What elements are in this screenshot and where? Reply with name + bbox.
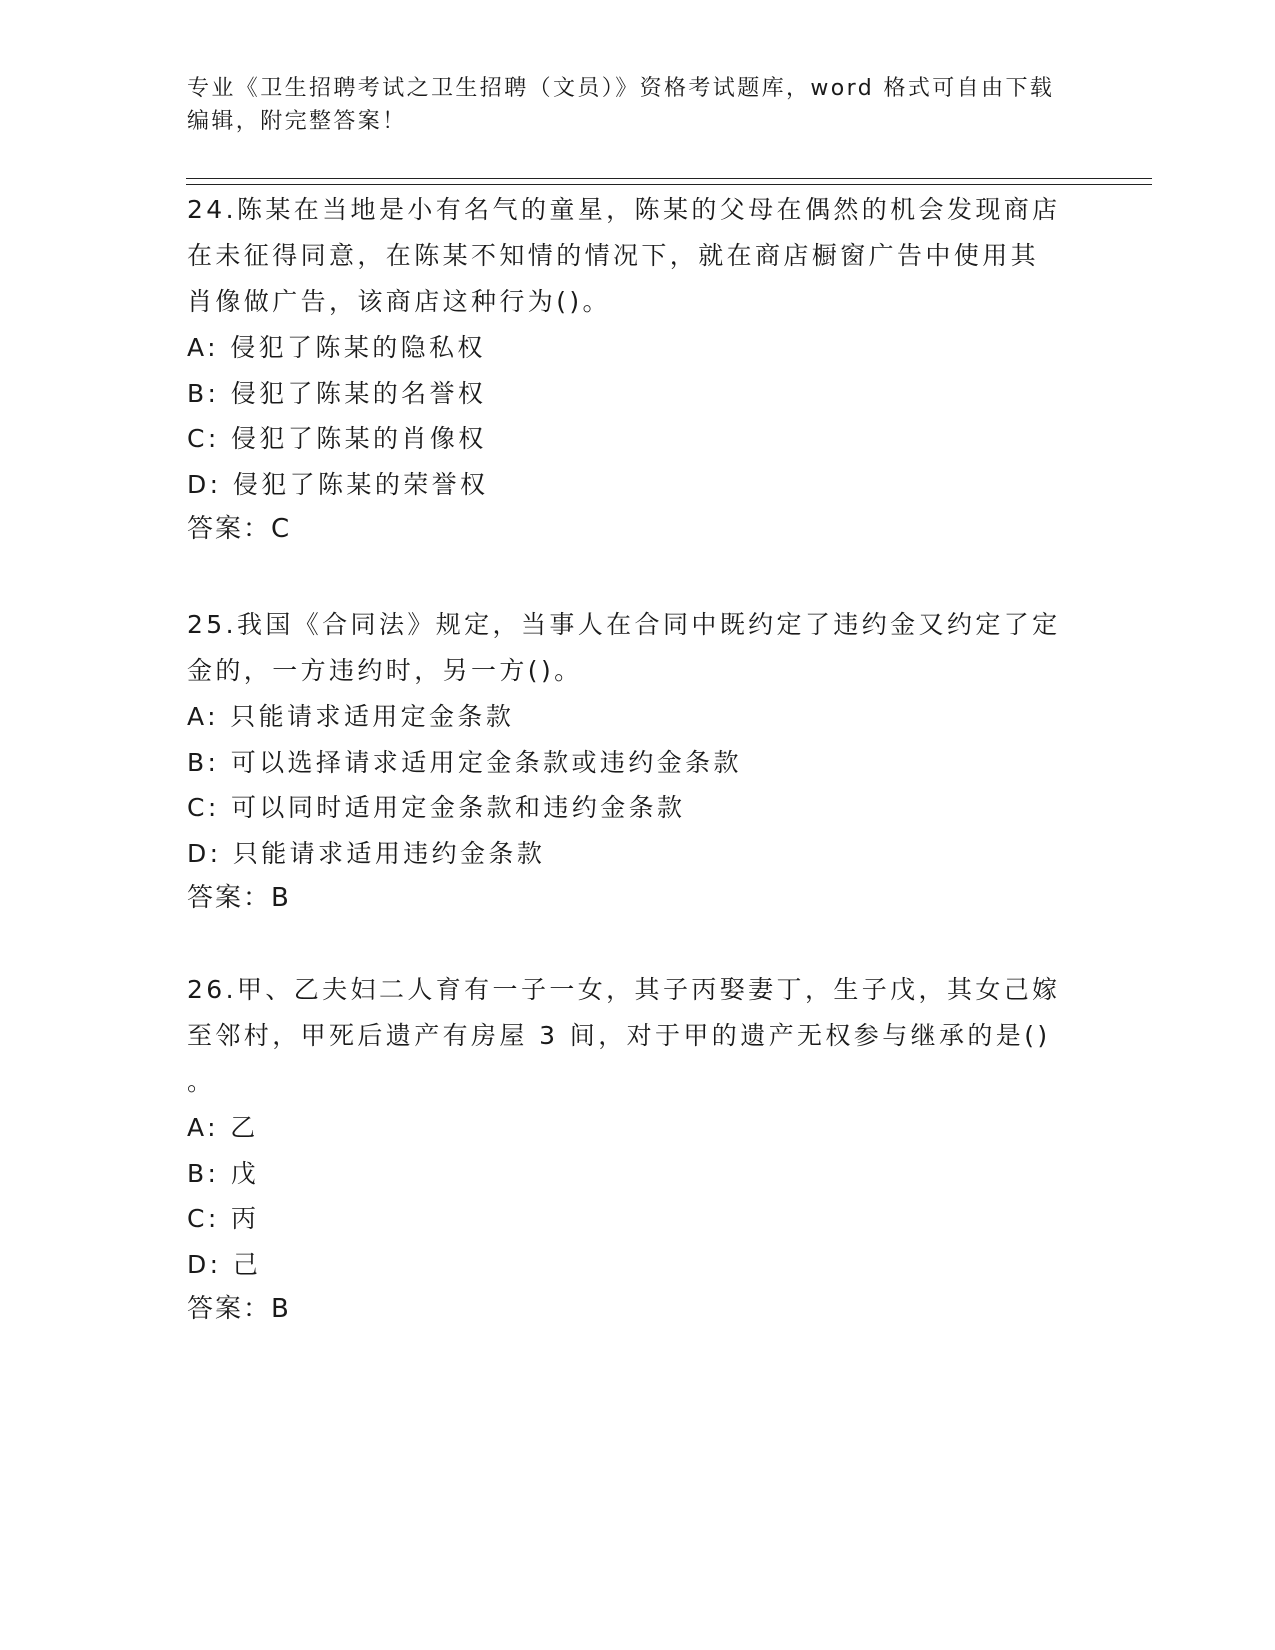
option-c: C: 可以同时适用定金条款和违约金条款 [187,793,686,822]
option-b: B: 侵犯了陈某的名誉权 [187,378,487,408]
stem-line: 26.甲、乙夫妇二人育有一子一女，其子丙娶妻丁，生子戊，其女己嫁 [187,975,1061,1004]
stem-line: 24.陈某在当地是小有名气的童星，陈某的父母在偶然的机会发现商店 [187,195,1061,224]
question-25 [187,602,1092,921]
document-header [187,72,1087,138]
option-d: D: 己 [187,1249,262,1279]
stem-line: 在未征得同意，在陈某不知情的情况下，就在商店橱窗广告中使用其 [187,241,1040,270]
option-b: B: 可以选择请求适用定金条款或违约金条款 [187,747,742,777]
answer-line: 答案：B [187,883,291,913]
question-24 [187,187,1092,552]
question-stem [187,602,1092,694]
question-26 [187,967,1092,1332]
header-divider-top [186,178,1152,179]
answer-line: 答案：B [187,1294,291,1324]
header-divider-bottom [186,184,1152,185]
option-c: C: 丙 [187,1204,260,1233]
question-stem [187,967,1092,1105]
option-a: A: 侵犯了陈某的隐私权 [187,333,486,362]
header-line-1: 专业《卫生招聘考试之卫生招聘（文员）》资格考试题库，word 格式可自由下载 [187,76,1055,101]
option-c: C: 侵犯了陈某的肖像权 [187,424,487,453]
option-d: D: 只能请求适用违约金条款 [187,838,546,868]
option-a: A: 乙 [187,1113,259,1142]
answer-line: 答案：C [187,514,292,544]
header-line-2: 编辑，附完整答案！ [187,109,407,134]
option-d: D: 侵犯了陈某的荣誉权 [187,469,489,499]
stem-line: 25.我国《合同法》规定，当事人在合同中既约定了违约金又约定了定 [187,610,1061,639]
stem-line: 至邻村，甲死后遗产有房屋 3 间，对于甲的遗产无权参与继承的是() [187,1021,1051,1050]
option-b: B: 戊 [187,1158,260,1188]
stem-line: 。 [187,1067,216,1096]
option-a: A: 只能请求适用定金条款 [187,702,515,731]
stem-line: 肖像做广告，该商店这种行为()。 [187,287,611,316]
stem-line: 金的，一方违约时，另一方()。 [187,656,583,685]
question-stem [187,187,1092,325]
